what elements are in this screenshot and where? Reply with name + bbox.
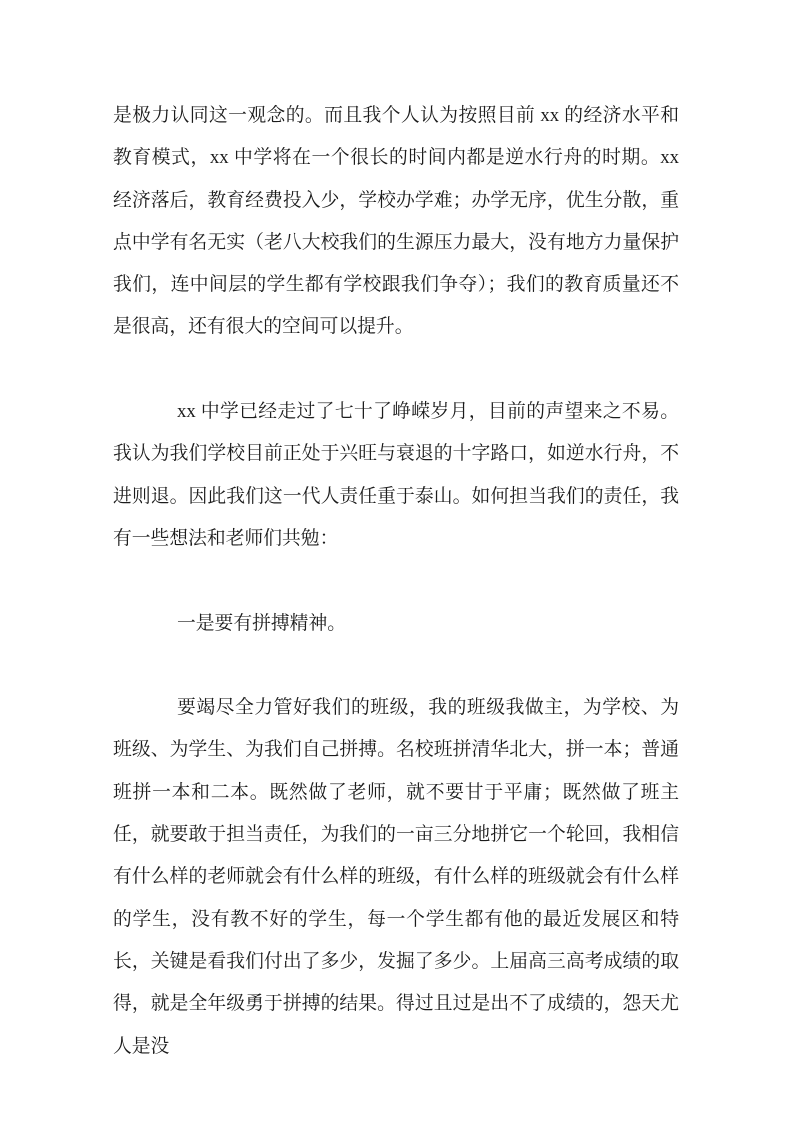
section-heading-first-point: 一是要有拼搏精神。 bbox=[177, 612, 347, 634]
paragraph-school-status: xx 中学已经走过了七十了峥嵘岁月，目前的声望来之不易。我认为我们学校目前正处于兴旺与衰退的十字路口，如逆水行舟，不进则退。因此我们这一代人责任重于泰山。如何担当我们的责任，我有一些想法和老师们共勉： bbox=[113, 401, 679, 549]
paragraph-fighting-spirit: 要竭尽全力管好我们的班级，我的班级我做主，为学校、为班级、为学生、为我们自己拼搏。名校班拼清华北大，拼一本；普通班拼一本和二本。既然做了老师，就不要甘于平庸；既然做了班主任，就要敢于担当责任，为我们的一亩三分地拼它一个轮回，我相信有什么样的老师就会有什么样的班级，有什么样的班级就会有什么样的学生，没有教不好的学生，每一个学生都有他的最近发展区和特长，关键是看我们付出了多少，发掘了多少。上届高三高考成绩的取得，就是全年级勇于拼搏的结果。得过且过是出不了成绩的，怨天尤人是没 bbox=[113, 697, 679, 1057]
paragraph-continuation: 是极力认同这一观念的。而且我个人认为按照目前 xx 的经济水平和教育模式，xx 中学将在一个很长的时间内都是逆水行舟的时期。xx 经济落后，教育经费投入少，学校办学难；办学无序，优生分散，重点中学有名无实（老八大校我们的生源压力最大，没有地方力量保护我们，连中间层的学生都有学校跟我们争夺）；我们的教育质量还不是很高，还有很大的空间可以提升。 bbox=[113, 105, 679, 338]
